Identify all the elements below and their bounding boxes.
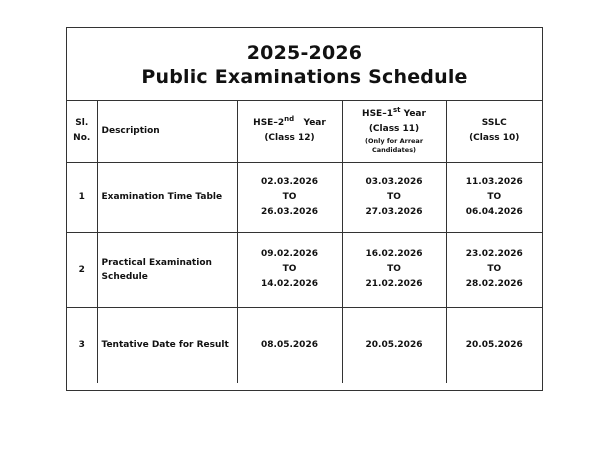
header-hse1-suffix: Year [403, 108, 426, 119]
title-block [67, 28, 542, 101]
header-hse2-prefix: HSE–2 [253, 117, 285, 128]
row-sl-no: 2 [67, 232, 97, 307]
hse1-to-word: TO [387, 191, 401, 202]
sslc-result-date: 20.05.2026 [446, 307, 542, 383]
header-hse1-note-line2: Candidates) [371, 145, 417, 154]
header-sslc-class: (Class 10) [469, 132, 520, 143]
header-hse2-suffix: Year [303, 117, 326, 128]
header-description: Description [97, 100, 237, 162]
header-sl-line2: No. [73, 132, 91, 143]
header-hse2-class: (Class 12) [264, 132, 315, 143]
header-hse2-title [238, 116, 342, 131]
hse1-dates-cell [342, 162, 446, 232]
row-description: Practical Examination Schedule [97, 232, 237, 307]
table-row [67, 307, 542, 383]
hse1-to-date: 27.03.2026 [365, 206, 423, 217]
sslc-dates-cell [446, 162, 542, 232]
academic-year-title: 2025-2026 [246, 42, 363, 64]
hse1-dates-cell [342, 232, 446, 307]
hse1-from-date: 03.03.2026 [365, 176, 423, 187]
row-sl-no: 1 [67, 162, 97, 232]
hse2-to-word: TO [282, 191, 297, 202]
row-sl-no: 3 [67, 307, 97, 383]
sslc-from-date: 11.03.2026 [465, 176, 523, 187]
header-hse1-note-line1: (Only for Arrear [364, 136, 424, 145]
header-sl-no [67, 100, 97, 162]
hse2-dates-cell [237, 162, 342, 232]
header-sslc [446, 100, 542, 162]
sslc-to-word: TO [487, 191, 502, 202]
header-hse2 [237, 100, 342, 162]
hse2-to-word: TO [282, 264, 297, 274]
sslc-dates-cell [446, 232, 542, 307]
hse2-to-date: 14.02.2026 [261, 279, 318, 289]
header-hse1-title [343, 107, 446, 122]
schedule-title: Public Examinations Schedule [141, 66, 468, 88]
hse1-to-date: 21.02.2026 [365, 279, 423, 289]
row-description: Examination Time Table [97, 162, 237, 232]
sslc-from-date: 23.02.2026 [465, 249, 523, 259]
sslc-to-date: 06.04.2026 [465, 206, 523, 217]
header-hse1 [342, 100, 446, 162]
row-description: Tentative Date for Result [97, 307, 237, 383]
sslc-to-date: 28.02.2026 [465, 279, 523, 289]
schedule-sheet [66, 27, 543, 391]
header-sl-line1: Sl. [75, 117, 89, 128]
hse2-from-date: 02.03.2026 [261, 176, 318, 187]
table-row [67, 232, 542, 307]
schedule-table [67, 100, 542, 383]
header-hse1-sup: st [392, 105, 401, 114]
sslc-to-word: TO [487, 264, 502, 274]
hse1-from-date: 16.02.2026 [365, 249, 423, 259]
hse2-to-date: 26.03.2026 [261, 206, 318, 217]
table-header-row [67, 100, 542, 162]
header-hse2-sup: nd [284, 114, 295, 123]
header-sslc-title: SSLC [481, 117, 507, 128]
hse1-result-date: 20.05.2026 [342, 307, 446, 383]
header-hse1-prefix: HSE–1 [362, 108, 393, 119]
table-row [67, 162, 542, 232]
hse2-dates-cell [237, 232, 342, 307]
header-hse1-class: (Class 11) [368, 123, 420, 134]
hse2-result-date: 08.05.2026 [237, 307, 342, 383]
hse1-to-word: TO [387, 264, 401, 274]
hse2-from-date: 09.02.2026 [261, 249, 318, 259]
